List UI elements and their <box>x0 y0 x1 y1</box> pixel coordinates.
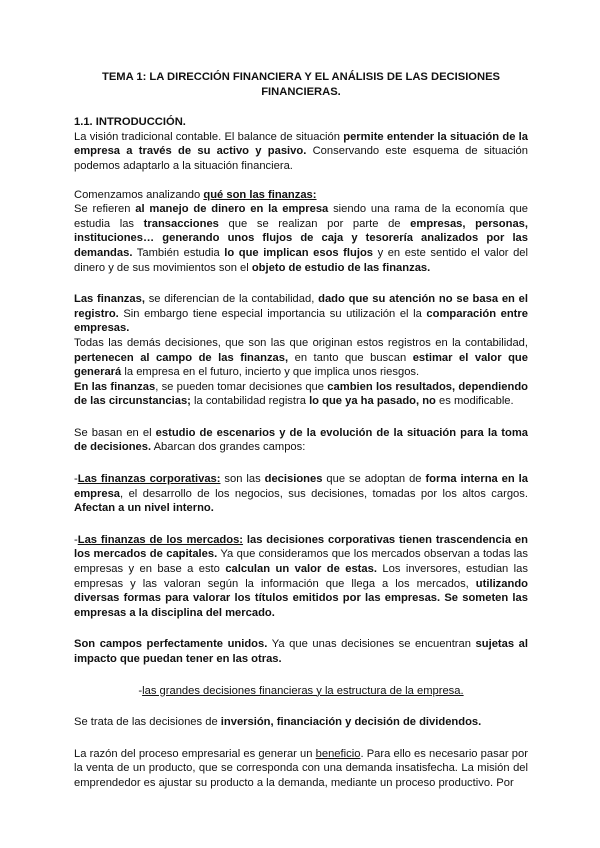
text-span: - <box>138 684 143 697</box>
paragraph-campos-unidos <box>74 637 528 666</box>
bold-span: Las finanzas, <box>74 293 145 306</box>
text-span: son las <box>220 473 265 486</box>
bold-span: Son campos perfectamente unidos. <box>74 638 268 651</box>
text-span: la empresa en el futuro, incierto y que implica unos riesgos. <box>121 366 420 379</box>
spacer <box>74 409 528 426</box>
document-page <box>74 70 528 791</box>
bold-span: estudio de escenarios y de la evolución de la situación para la toma de decisiones. <box>74 426 529 454</box>
underlined-heading: Las finanzas corporativas: <box>77 473 221 486</box>
bold-span: dado que su atención no se basa en el registro. <box>74 293 528 320</box>
paragraph-escenarios <box>74 426 528 455</box>
bold-span: permite entender la situación de la empresa a través de su activo y pasivo. <box>74 130 528 158</box>
text-span: - <box>74 473 78 486</box>
text-span: La razón del proceso empresarial es generar un <box>74 747 316 760</box>
spacer <box>74 275 528 292</box>
text-span: la contabilidad registra <box>190 395 310 408</box>
text-span: siendo una rama de la economía que estudia las <box>74 203 529 230</box>
bold-span: forma interna en la empresa <box>74 473 528 500</box>
paragraph-que-son-finanzas <box>74 188 528 276</box>
text-span: La visión tradicional contable. El balance de situación <box>74 130 344 143</box>
text-span: , se pueden tomar decisiones que <box>155 380 328 393</box>
spacer <box>74 667 528 684</box>
text-span: Todas las demás decisiones, que son las que originan estos registros en la contabilidad, <box>74 336 528 349</box>
underlined-word: beneficio <box>315 747 361 760</box>
text-span: se diferencian de la contabilidad, <box>144 293 319 306</box>
paragraph-finanzas-corporativas <box>74 472 528 516</box>
text-span: que se realizan por parte de <box>218 217 411 230</box>
spacer <box>74 516 528 533</box>
text-span: es modificable. <box>435 395 514 408</box>
bold-span: inversión, financiación y decisión de dividendos. <box>220 716 482 729</box>
underlined-heading: las grandes decisiones financieras y la estructura de la empresa. <box>142 684 464 697</box>
spacer <box>74 698 528 715</box>
paragraph-tipos-decisiones <box>74 715 528 730</box>
section-heading: 1.1. INTRODUCCIÓN. <box>74 116 186 129</box>
bold-span: decisiones <box>264 473 323 486</box>
bold-span: objeto de estudio de las finanzas. <box>251 261 431 274</box>
text-span: También estudia <box>132 246 225 259</box>
bold-span: lo que ya ha pasado, no <box>309 395 436 408</box>
text-span: Sin embargo tiene especial importancia su utilización el la <box>118 307 427 320</box>
text-span: Comenzamos analizando <box>74 188 204 201</box>
bold-span: sujetas al impacto que puedan tener en las otras. <box>74 638 528 665</box>
bold-span: calculan un valor de estas. <box>225 563 377 576</box>
bold-span: al manejo de dinero en la empresa <box>135 203 329 216</box>
text-span: en tanto que buscan <box>288 351 413 364</box>
text-span: - <box>74 533 78 546</box>
text-span: Se basan en el <box>74 426 156 439</box>
subheading-grandes-decisiones <box>74 684 528 699</box>
bold-span: En las finanzas <box>74 380 156 393</box>
paragraph-finanzas-mercados <box>74 533 528 621</box>
bold-span: las decisiones corporativas tienen trascendencia en los mercados de capitales. <box>74 533 528 561</box>
text-span: Abarcan dos grandes campos: <box>151 441 306 454</box>
document-title: TEMA 1: LA DIRECCIÓN FINANCIERA Y EL ANÁLISIS DE LAS DECISIONES FINANCIERAS. <box>101 71 501 98</box>
text-span: Conservando este esquema de situación podemos adaptarlo a la situación financiera. <box>74 145 528 172</box>
text-span: Se refieren <box>74 203 136 216</box>
text-span: que se adoptan de <box>322 473 426 486</box>
bold-span: Afectan a un nivel interno. <box>74 502 214 515</box>
paragraph-finanzas-vs-contabilidad <box>74 292 528 409</box>
bold-span: pertenecen al campo de las finanzas, <box>74 351 289 364</box>
underlined-heading: Las finanzas de los mercados: <box>77 533 244 546</box>
spacer <box>74 455 528 472</box>
underlined-heading: qué son las finanzas: <box>203 188 317 201</box>
paragraph-razon-proceso <box>74 747 528 791</box>
spacer <box>74 730 528 747</box>
bold-span: empresas, personas, instituciones… generando unos flujos de caja y tesorería analizados por las demandas. <box>74 217 528 259</box>
bold-span: transacciones <box>143 217 219 230</box>
bold-span: estimar el valor que generará <box>74 351 528 379</box>
text-span: y en este sentido el valor del dinero y de sus movimientos son el <box>74 246 529 274</box>
text-span: , el desarrollo de los negocios, sus decisiones, tomadas por los altos cargos. <box>120 487 528 500</box>
paragraph-vision-contable <box>74 130 528 174</box>
text-span: Ya que unas decisiones se encuentran <box>267 638 476 651</box>
bold-span: cambien los resultados, dependiendo de las circunstancias; <box>74 380 529 408</box>
bold-span: comparación entre empresas. <box>74 307 528 335</box>
spacer <box>74 174 528 188</box>
text-span: Los inversores, estudian las empresas y las valoran según la información que llega a los mercados, <box>74 563 528 590</box>
bold-span: utilizando diversas formas para valorar los títulos emitidos por las empresas. Se someten las empresas a la disciplina del mercado. <box>74 577 528 619</box>
text-span: Ya que consideramos que los mercados observan a todas las empresas y en base a esto <box>74 548 528 576</box>
spacer <box>74 620 528 637</box>
text-span: . Para ello es necesario pasar por la venta de un producto, que se corresponda con una demanda insatisfecha. La misión del emprendedor es ajustar su producto a la demanda, mediante un proceso productivo. Por <box>74 747 528 789</box>
text-span: Se trata de las decisiones de <box>74 716 221 729</box>
bold-span: lo que implican esos flujos <box>224 246 374 259</box>
